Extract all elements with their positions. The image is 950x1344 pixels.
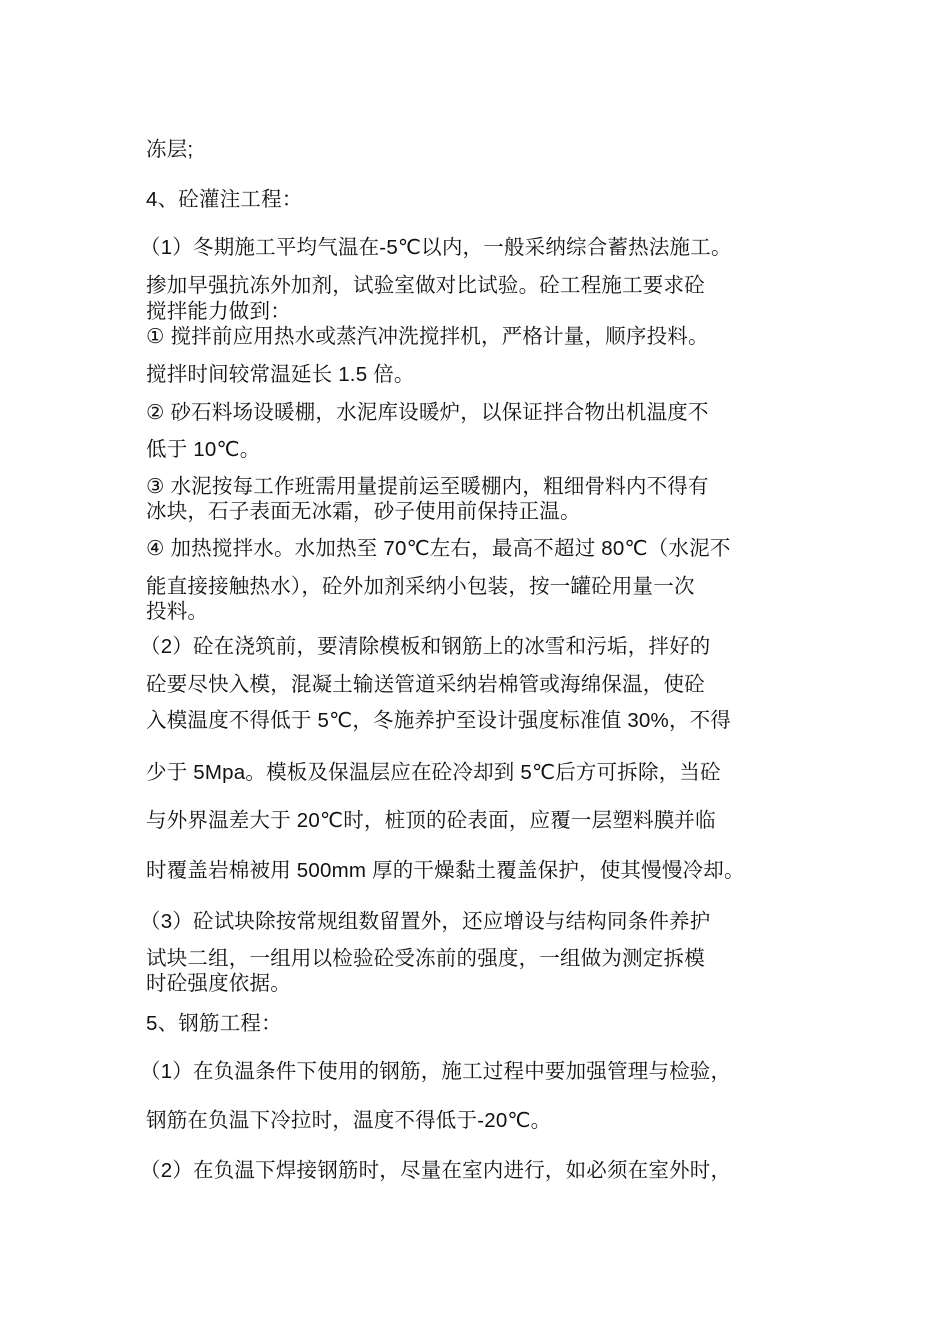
- text-line: （2）砼在浇筑前，要清除模板和钢筋上的冰雪和污垢，拌好的: [140, 635, 711, 658]
- text-line: 冻层;: [146, 138, 194, 161]
- list-item: ① 搅拌前应用热水或蒸汽冲洗搅拌机，严格计量，顺序投料。: [146, 325, 709, 348]
- text-line: 能直接接触热水），砼外加剂采纳小包装，按一罐砼用量一次: [146, 575, 695, 598]
- text-line: 低于 10℃。: [146, 438, 261, 461]
- text-line: 冰块，石子表面无冰霜，砂子使用前保持正温。: [146, 500, 581, 523]
- list-item: ② 砂石料场设暖棚，水泥库设暖炉，以保证拌合物出机温度不: [146, 401, 709, 424]
- text-line: （3）砼试块除按常规组数留置外，还应增设与结构同条件养护: [140, 910, 711, 933]
- text-line: 与外界温差大于 20℃时，桩顶的砼表面，应覆一层塑料膜并临: [146, 809, 716, 832]
- text-line: （1）冬期施工平均气温在-5℃以内，一般采纳综合蓄热法施工。: [140, 236, 732, 259]
- list-item: ④ 加热搅拌水。水加热至 70℃左右，最高不超过 80℃（水泥不: [146, 537, 731, 560]
- text-line: 搅拌能力做到：: [146, 300, 291, 323]
- text-line: 时砼强度依据。: [146, 972, 291, 995]
- text-line: 掺加早强抗冻外加剂，试验室做对比试验。砼工程施工要求砼: [146, 274, 705, 297]
- list-item: ③ 水泥按每工作班需用量提前运至暖棚内，粗细骨料内不得有: [146, 475, 709, 498]
- text-line: 少于 5Mpa。模板及保温层应在砼冷却到 5℃后方可拆除，当砼: [146, 761, 721, 784]
- section-heading: 5、钢筋工程：: [146, 1012, 282, 1035]
- text-line: 入模温度不得低于 5℃，冬施养护至设计强度标准值 30%，不得: [146, 709, 732, 732]
- text-line: 时覆盖岩棉被用 500mm 厚的干燥黏土覆盖保护，使其慢慢冷却。: [146, 859, 745, 882]
- text-line: （1）在负温条件下使用的钢筋，施工过程中要加强管理与检验，: [140, 1060, 732, 1083]
- text-line: 投料。: [146, 600, 209, 623]
- section-heading: 4、砼灌注工程：: [146, 188, 303, 211]
- text-line: 搅拌时间较常温延长 1.5 倍。: [146, 363, 415, 386]
- text-line: 试块二组，一组用以检验砼受冻前的强度，一组做为测定拆模: [146, 947, 705, 970]
- text-line: （2）在负温下焊接钢筋时，尽量在室内进行，如必须在室外时，: [140, 1159, 732, 1182]
- text-line: 钢筋在负温下冷拉时，温度不得低于-20℃。: [146, 1109, 552, 1132]
- text-line: 砼要尽快入模，混凝土输送管道采纳岩棉管或海绵保温，使砼: [146, 673, 705, 696]
